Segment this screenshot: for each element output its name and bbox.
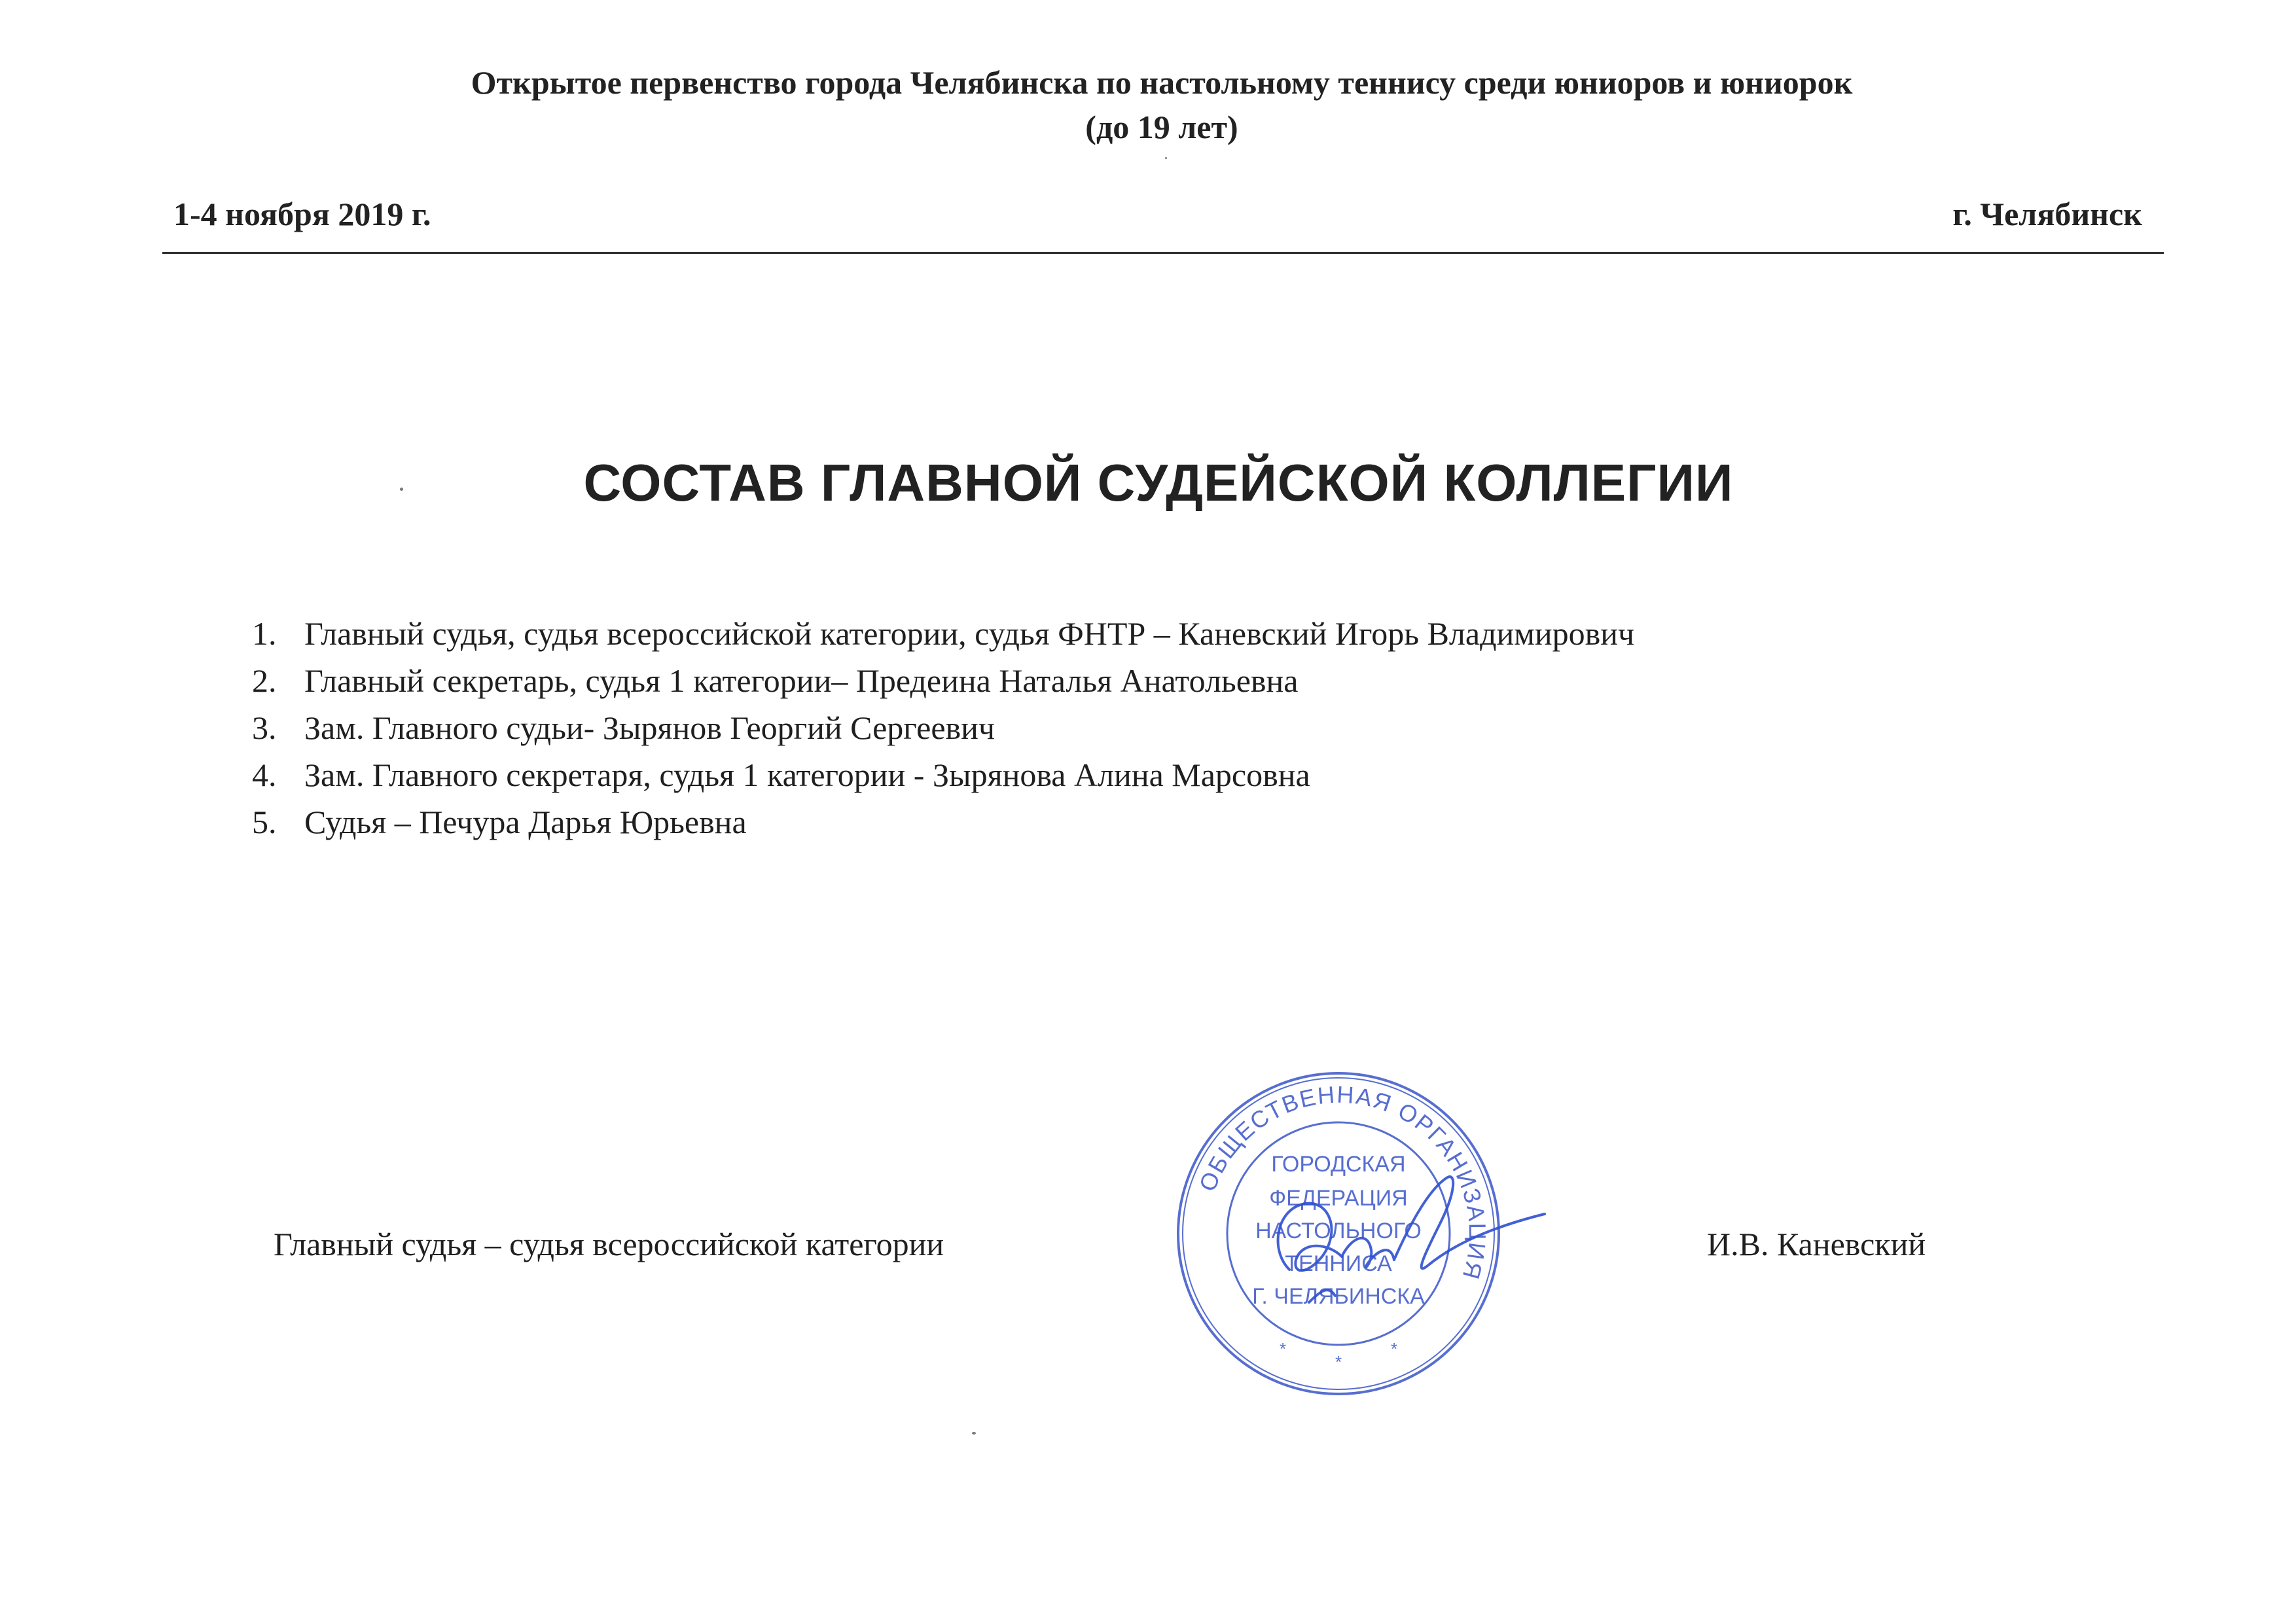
list-item [252, 798, 1634, 846]
scan-speck [972, 1432, 976, 1435]
seal-line-3: НАСТОЛЬНОГО [1255, 1219, 1422, 1243]
handwritten-signature-icon [1230, 1152, 1571, 1322]
list-item-number: 4. [252, 757, 277, 793]
signatory-role: Главный судья – судья всероссийской категории [274, 1226, 944, 1262]
event-city: г. Челябинск [1952, 196, 2142, 232]
seal-outer-text-path: ОБЩЕСТВЕННАЯ ОРГАНИЗАЦИЯ [1193, 1080, 1492, 1283]
event-date: 1-4 ноября 2019 г. [173, 196, 431, 232]
list-item [252, 657, 1634, 704]
event-title-line-1: Открытое первенство города Челябинска по настольному теннису среди юниоров и юниорок [471, 64, 1853, 101]
event-title-line-2: (до 19 лет) [1085, 109, 1238, 145]
scan-speck [400, 488, 403, 491]
list-item-number: 2. [252, 662, 277, 699]
page-title: СОСТАВ ГЛАВНОЙ СУДЕЙСКОЙ КОЛЛЕГИИ [583, 454, 1734, 512]
list-item-text: Зам. Главного судьи- Зырянов Георгий Сергеевич [304, 709, 996, 746]
scan-speck [1165, 157, 1167, 159]
list-item-text: Зам. Главного секретаря, судья 1 категории - Зырянова Алина Марсовна [304, 757, 1310, 793]
list-item-number: 1. [252, 615, 277, 652]
list-item [252, 610, 1634, 657]
seal-line-2: ФЕДЕРАЦИЯ [1269, 1186, 1408, 1211]
seal-line-1: ГОРОДСКАЯ [1271, 1152, 1406, 1177]
list-item-text: Главный судья, судья всероссийской категории, судья ФНТР – Каневский Игорь Владимирович [304, 615, 1635, 652]
list-item-text: Главный секретарь, судья 1 категории– Предеина Наталья Анатольевна [304, 662, 1299, 699]
header-divider [162, 252, 2164, 254]
seal-line-4: ТЕННИСА [1285, 1251, 1392, 1276]
seal-line-5: Г. ЧЕЛЯБИНСКА [1252, 1284, 1425, 1309]
seal-star-left: * [1279, 1339, 1287, 1359]
judges-list [252, 610, 1634, 846]
seal-star-right: * [1390, 1339, 1398, 1359]
list-item-number: 5. [252, 804, 277, 840]
event-title [164, 60, 2160, 149]
seal-star-center: * [1335, 1352, 1342, 1372]
list-item [252, 751, 1634, 798]
signatory-name: И.В. Каневский [1707, 1226, 1926, 1262]
list-item-text: Судья – Печура Дарья Юрьевна [304, 804, 747, 840]
list-item-number: 3. [252, 709, 277, 746]
list-item [252, 704, 1634, 751]
